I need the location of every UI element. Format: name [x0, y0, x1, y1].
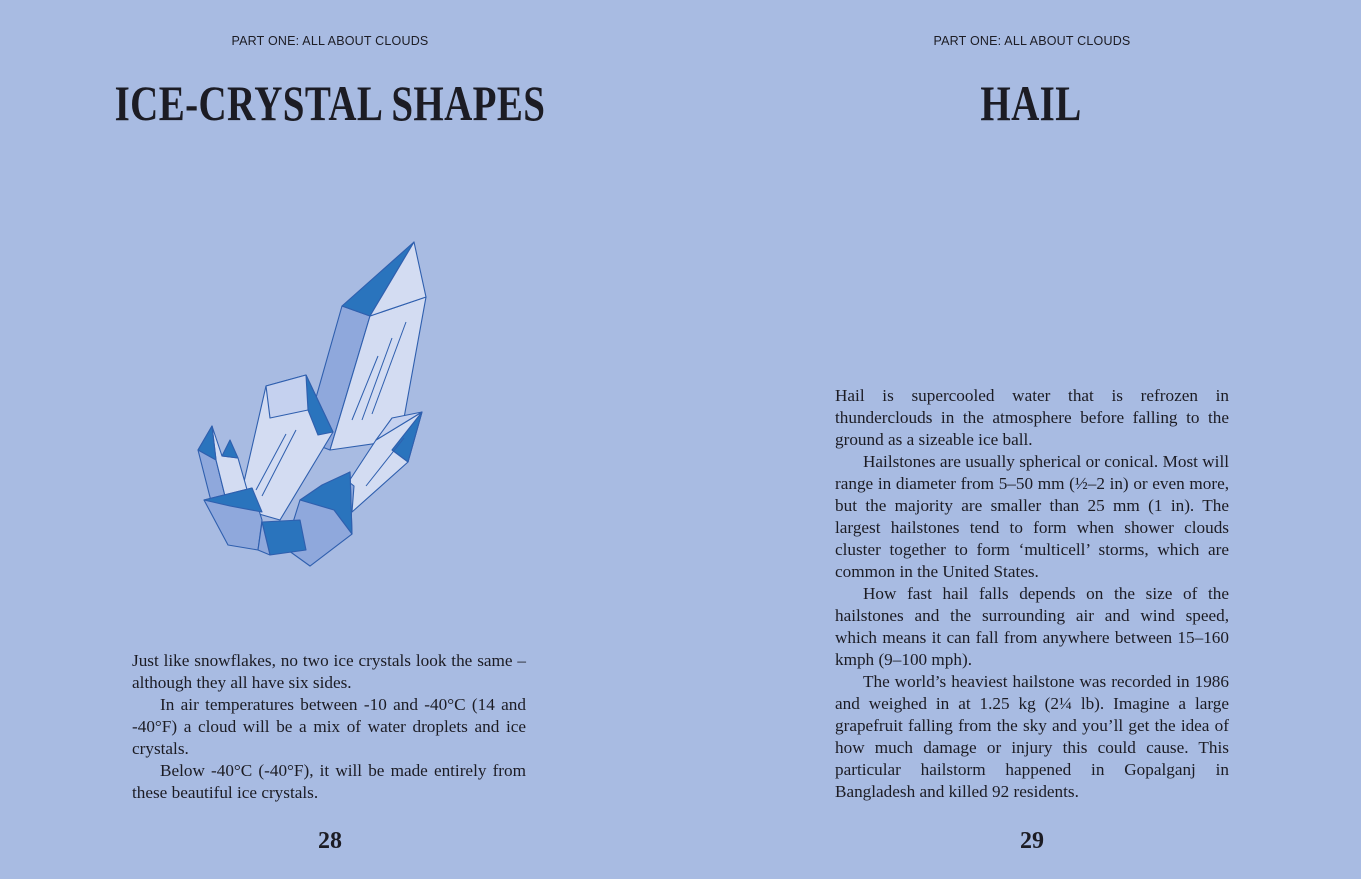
left-page: [0, 0, 680, 879]
page-title-ice-crystal-shapes: ICE-CRYSTAL SHAPES: [114, 75, 546, 131]
paragraph: Just like snowflakes, no two ice crystals look the same – although they all have six sides.: [132, 651, 526, 692]
paragraph: Hailstones are usually spherical or conical. Most will range in diameter from 5–50 mm (½–2 in) or even more, but the majority are smaller than 25 mm (1 in). The largest hailstones tend to form when shower clouds cluster together to form ‘multicell’ storms, which are common in the United States.: [835, 452, 1229, 581]
page-number-left: 28: [318, 828, 342, 854]
right-page: [680, 0, 1361, 879]
paragraph: Below -40°C (-40°F), it will be made entirely from these beautiful ice crystals.: [132, 761, 526, 802]
paragraph: How fast hail falls depends on the size of the hailstones and the surrounding air and wind speed, which means it can fall from anywhere between 15–160 kmph (9–100 mph).: [835, 584, 1229, 669]
paragraph: In air temperatures between -10 and -40°C (14 and -40°F) a cloud will be a mix of water droplets and ice crystals.: [132, 695, 526, 758]
page-title-hail: HAIL: [980, 75, 1082, 131]
page-number-right: 29: [1020, 828, 1044, 854]
running-head-left: PART ONE: ALL ABOUT CLOUDS: [231, 34, 429, 48]
body-text-hail: [835, 385, 1229, 803]
running-head-right: PART ONE: ALL ABOUT CLOUDS: [933, 34, 1131, 48]
paragraph: Hail is supercooled water that is refrozen in thunderclouds in the atmosphere before falling to the ground as a sizeable ice ball.: [835, 386, 1229, 449]
ice-crystal-cluster-illustration: [190, 232, 440, 577]
body-text-ice-crystals: [132, 650, 526, 804]
paragraph: The world’s heaviest hailstone was recorded in 1986 and weighed in at 1.25 kg (2¼ lb). Imagine a large grapefruit falling from the sky and you’ll get the idea of how much damage or injury this could cause. This particular hailstorm happened in Gopalganj in Bangladesh and killed 92 residents.: [835, 672, 1229, 801]
